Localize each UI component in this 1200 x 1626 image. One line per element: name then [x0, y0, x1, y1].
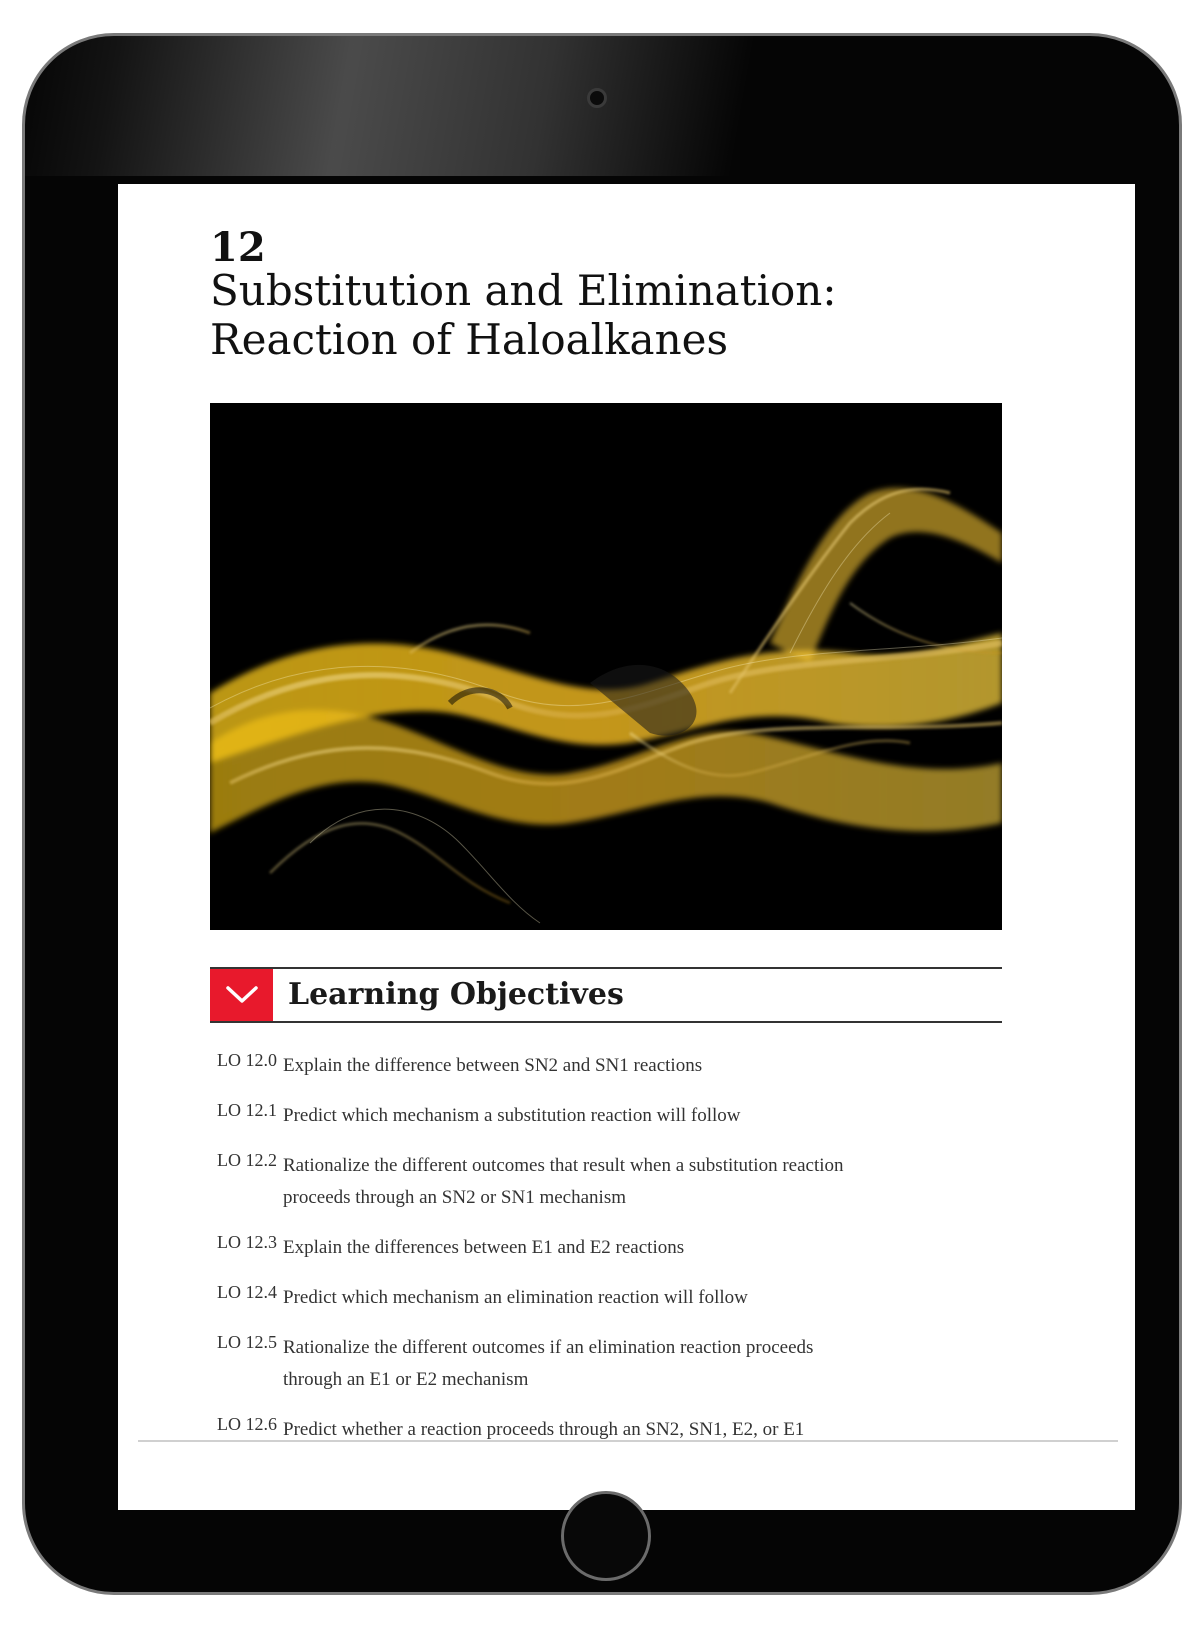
lo-item-5: [217, 1332, 1047, 1396]
chapter-title: [210, 266, 1030, 364]
lo-text-continued: proceeds through an SN2 or SN1 mechanism: [283, 1187, 626, 1208]
lo-text: Predict which mechanism an elimination reaction will follow: [283, 1287, 748, 1308]
lo-code: LO 12.4: [217, 1282, 277, 1302]
lo-text: Rationalize the different outcomes that result when a substitution reaction: [283, 1155, 844, 1176]
home-button[interactable]: [561, 1491, 651, 1581]
lo-text: Predict whether a reaction proceeds through an SN2, SN1, E2, or E1: [283, 1419, 805, 1440]
chevron-down-icon: [225, 985, 259, 1005]
lo-text-continued: through an E1 or E2 mechanism: [283, 1369, 529, 1390]
page-bottom-divider: [138, 1440, 1118, 1442]
lo-text: Predict which mechanism a substitution reaction will follow: [283, 1105, 741, 1126]
camera-icon: [587, 88, 607, 108]
learning-objectives-list: [217, 1050, 1047, 1464]
tablet-screen[interactable]: [118, 184, 1135, 1510]
chapter-title-line-1: Substitution and Elimination:: [210, 266, 837, 315]
learning-objectives-toggle[interactable]: [210, 969, 273, 1021]
lo-code: LO 12.1: [217, 1100, 277, 1120]
lo-item-2: [217, 1150, 1047, 1214]
learning-objectives-title: Learning Objectives: [288, 977, 624, 1012]
chapter-hero-image: [210, 403, 1002, 930]
lo-code: LO 12.5: [217, 1332, 277, 1352]
tablet-device: [22, 33, 1182, 1595]
chapter-number: 12: [210, 224, 266, 271]
lo-text: Explain the difference between SN2 and SN1 reactions: [283, 1055, 703, 1076]
lo-item-1: [217, 1100, 1047, 1132]
lo-code: LO 12.6: [217, 1414, 277, 1434]
lo-item-3: [217, 1232, 1047, 1264]
learning-objectives-header[interactable]: [210, 967, 1002, 1023]
lo-item-4: [217, 1282, 1047, 1314]
lo-item-0: [217, 1050, 1047, 1082]
smoke-illustration: [210, 403, 1002, 930]
lo-text: Rationalize the different outcomes if an elimination reaction proceeds: [283, 1337, 814, 1358]
lo-code: LO 12.3: [217, 1232, 277, 1252]
lo-text: Explain the differences between E1 and E2 reactions: [283, 1237, 685, 1258]
chapter-title-line-2: Reaction of Haloalkanes: [210, 315, 729, 364]
lo-code: LO 12.2: [217, 1150, 277, 1170]
lo-code: LO 12.0: [217, 1050, 277, 1070]
